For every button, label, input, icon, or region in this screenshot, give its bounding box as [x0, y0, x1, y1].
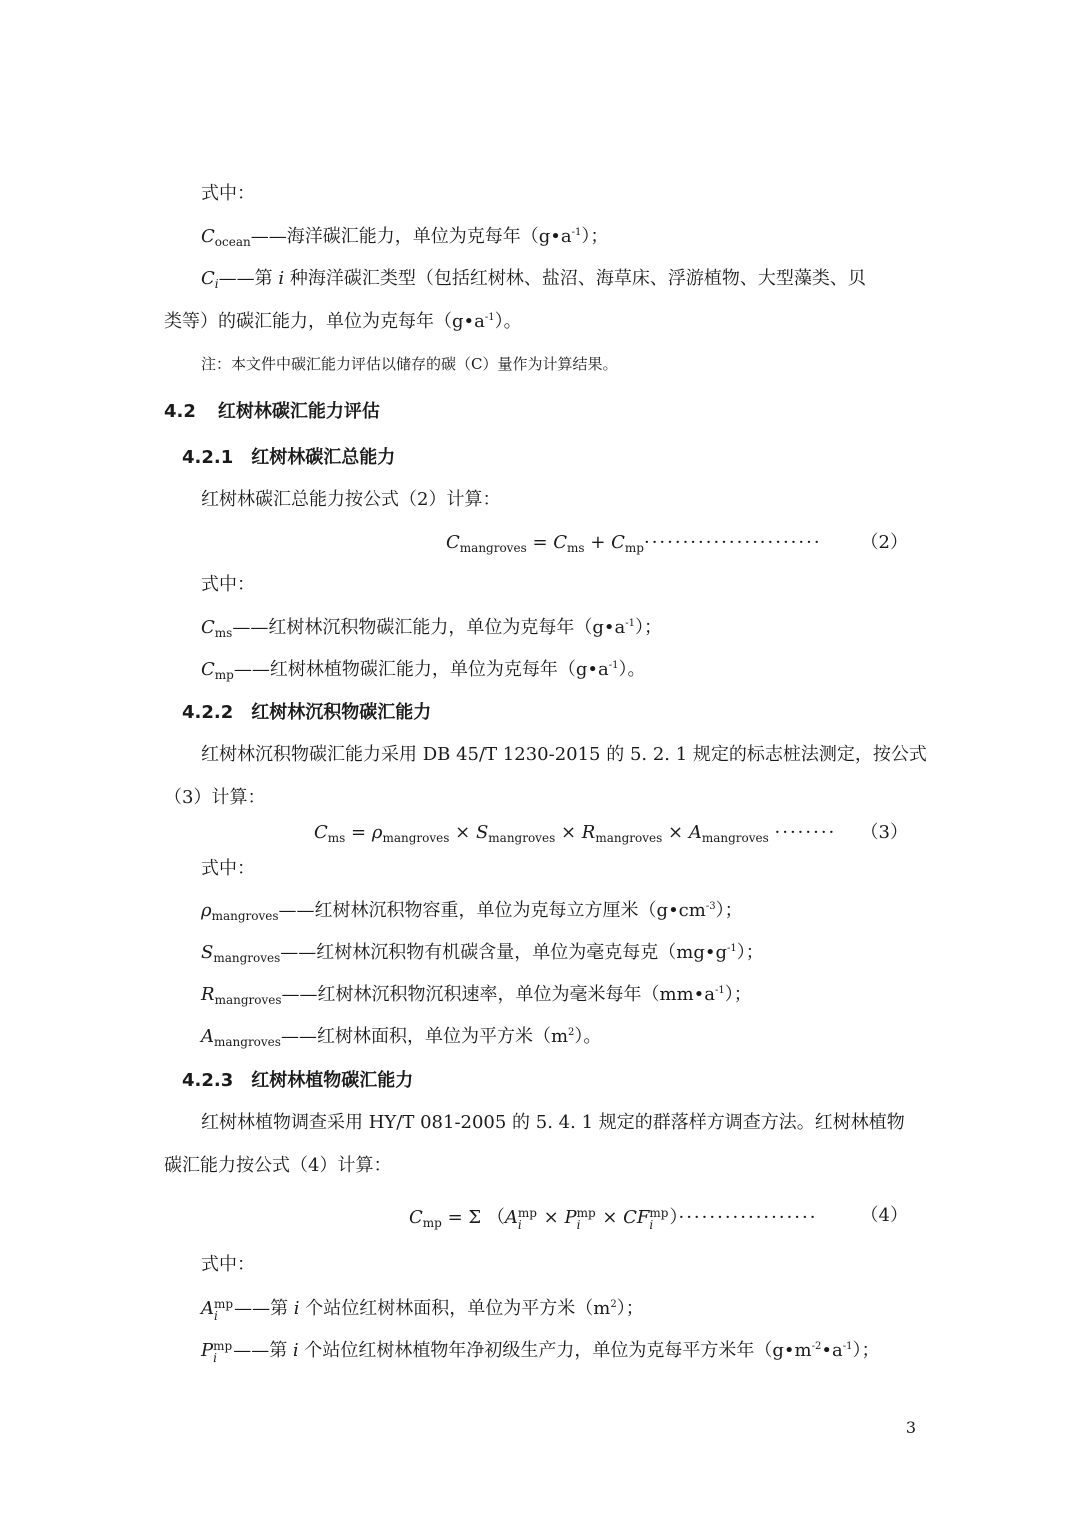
paragraph-4-2-2-line2: （3）计算： [164, 787, 266, 808]
heading-4-2-1: 4.2.1 红树林碳汇总能力 [182, 447, 396, 468]
paragraph-4-2-3-line2: 碳汇能力按公式（4）计算： [164, 1155, 392, 1176]
formula-2-number: （2） [860, 532, 908, 553]
def-a-i-mp: A mp i ——第 i 个站位红树林面积，单位为平方米$(m^2)$； [201, 1297, 644, 1323]
paragraph-4-2-1: 红树林碳汇总能力按公式（2）计算： [201, 489, 501, 510]
formula-4-number: （4） [860, 1205, 908, 1226]
paragraph-4-2-2-line1: 红树林沉积物碳汇能力采用 DB 45/T 1230-2015 的 5. 2. 1 规定的标志桩法测定，按公式 [201, 744, 927, 765]
formula-2: $C_{mangroves} = C_{ms} + C_{mp}\cdot\cdot\cdot\cdot\cdot\cdot\cdot\cdot\cdot\cdot\cdot\cdot\cdot\cdot\cdot\cdot\cdot\cdot\cdot\cdot\cdot\cdot\cdot$ [446, 532, 822, 555]
page-number: 3 [905, 1418, 916, 1437]
def-s: $S_{mangroves}——$红树林沉积物有机碳含量，单位为毫克每克$(mg•g^{-1})$； [201, 942, 764, 965]
heading-4-2-3: 4.2.3 红树林植物碳汇能力 [182, 1070, 414, 1091]
shizhong-label-3: 式中： [201, 858, 255, 879]
shizhong-label-4: 式中： [201, 1254, 255, 1275]
shizhong-label-2: 式中： [201, 574, 255, 595]
formula-3: $C_{ms} = \rho_{mangroves} \times S_{mangroves} \times R_{mangroves} \times A_{mangroves}$ ········ [314, 822, 837, 845]
formula-4: $C_{mp} = \Sigma$ （A mp i × P mp i × CF mp i ）·················· [409, 1206, 818, 1232]
heading-4-2-2: 4.2.2 红树林沉积物碳汇能力 [182, 702, 432, 723]
note: 注：本文件中碳汇能力评估以储存的碳（C）量作为计算结果。 [201, 355, 618, 373]
shizhong-label: 式中： [201, 183, 255, 204]
formula-3-number: （3） [860, 822, 908, 843]
def-rho: $\rho_{mangroves}——$红树林沉积物容重，单位为克每立方厘米$(g•cm^{-3})$； [201, 900, 743, 923]
paragraph-4-2-3-line1: 红树林植物调查采用 HY/T 081-2005 的 5. 4. 1 规定的群落样方调查方法。红树林植物 [201, 1112, 905, 1133]
def-c-i: $C_i——$第 i 种海洋碳汇类型（包括红树林、盐沼、海草床、浮游植物、大型藻类、贝 [201, 268, 866, 291]
def-c-mp: $C_{mp}——$红树林植物碳汇能力，单位为克每年$(g•a^{-1})$。 [201, 659, 646, 682]
def-a: $A_{mangroves}——$红树林面积，单位为平方米$(m^2)$。 [201, 1026, 602, 1049]
def-p-i-mp: P mp i ——第 i 个站位红树林植物年净初级生产力，单位为克每平方米年$(g•m^{-2}•a^{-1})$； [201, 1339, 880, 1365]
def-c-ms: $C_{ms}——$红树林沉积物碳汇能力，单位为克每年$(g•a^{-1})$； [201, 617, 662, 640]
def-r: $R_{mangroves}——$红树林沉积物沉积速率，单位为毫米每年$(mm•a^{-1})$； [201, 984, 752, 1007]
heading-4-2: 4.2 红树林碳汇能力评估 [164, 401, 380, 422]
def-c-i-cont: 类等）的碳汇能力，单位为克每年$(g•a^{-1})$。 [164, 311, 522, 332]
def-c-ocean: $C_{ocean}——$海洋碳汇能力，单位为克每年$(g•a^{-1})$； [201, 226, 609, 249]
